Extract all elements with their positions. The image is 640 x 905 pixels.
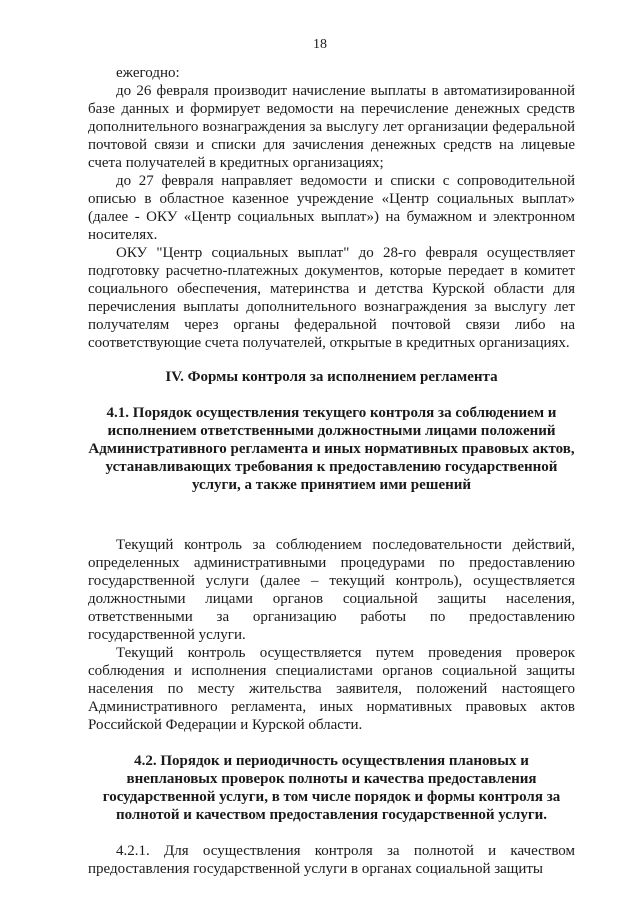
paragraph-oku-center: ОКУ "Центр социальных выплат" до 28-го февраля осуществляет подготовку расчетно-платежных документов, которые передает в комитет социального обеспечения, материнства и детства Курской области для перечисления выплаты дополнительного вознаграждения за выслугу лет получателям через органы федеральной почтовой связи либо на соответствующие счета получателей, открытые в кредитных организациях. — [88, 245, 575, 351]
paragraph-feb-27: до 27 февраля направляет ведомости и списки с сопроводительной описью в областное казенное учреждение «Центр социальных выплат» (далее - ОКУ «Центр социальных выплат») на бумажном и электронном носителях. — [88, 173, 575, 243]
page-number: 18 — [313, 37, 327, 52]
subsection-4-1-heading: 4.1. Порядок осуществления текущего контроля за соблюдением и исполнением ответственными должностными лицами положений Административного регламента и иных нормативных правовых актов, устанавливающих требования к предоставлению государственной услуги, а также принятием ими решений — [88, 405, 575, 493]
paragraph-current-control: Текущий контроль за соблюдением последовательности действий, определенных административными процедурами по предоставлению государственной услуги (далее – текущий контроль), осуществляется должностными лицами органов социальной защиты населения, ответственными за организацию работы по предоставлению государственной услуги. — [88, 537, 575, 643]
subsection-4-2-heading: 4.2. Порядок и периодичность осуществления плановых и внеплановых проверок полноты и качества предоставления государственной услуги, в том числе порядок и формы контроля за полнотой и качеством предоставления государственной услуги. — [102, 753, 561, 823]
spacer — [88, 494, 575, 536]
page-content — [88, 64, 575, 878]
spacer — [88, 824, 575, 842]
spacer — [88, 734, 575, 752]
paragraph-control-checks: Текущий контроль осуществляется путем проведения проверок соблюдения и исполнения специалистами органов социальной защиты населения по месту жительства заявителя, положений настоящего Административного регламента, иных нормативных правовых актов Российской Федерации и Курской области. — [88, 645, 575, 733]
paragraph-feb-26: до 26 февраля производит начисление выплаты в автоматизированной базе данных и формирует ведомости на перечисление денежных средств дополнительного вознаграждения за выслугу лет организации федеральной почтовой связи и списки для зачисления денежных средств на лицевые счета получателей в кредитных организациях; — [88, 83, 575, 171]
section-iv-heading: IV. Формы контроля за исполнением регламента — [165, 369, 498, 385]
paragraph-annually: ежегодно: — [116, 65, 180, 81]
paragraph-4-2-1: 4.2.1. Для осуществления контроля за полнотой и качеством предоставления государственной услуги в органах социальной защиты — [88, 843, 575, 877]
